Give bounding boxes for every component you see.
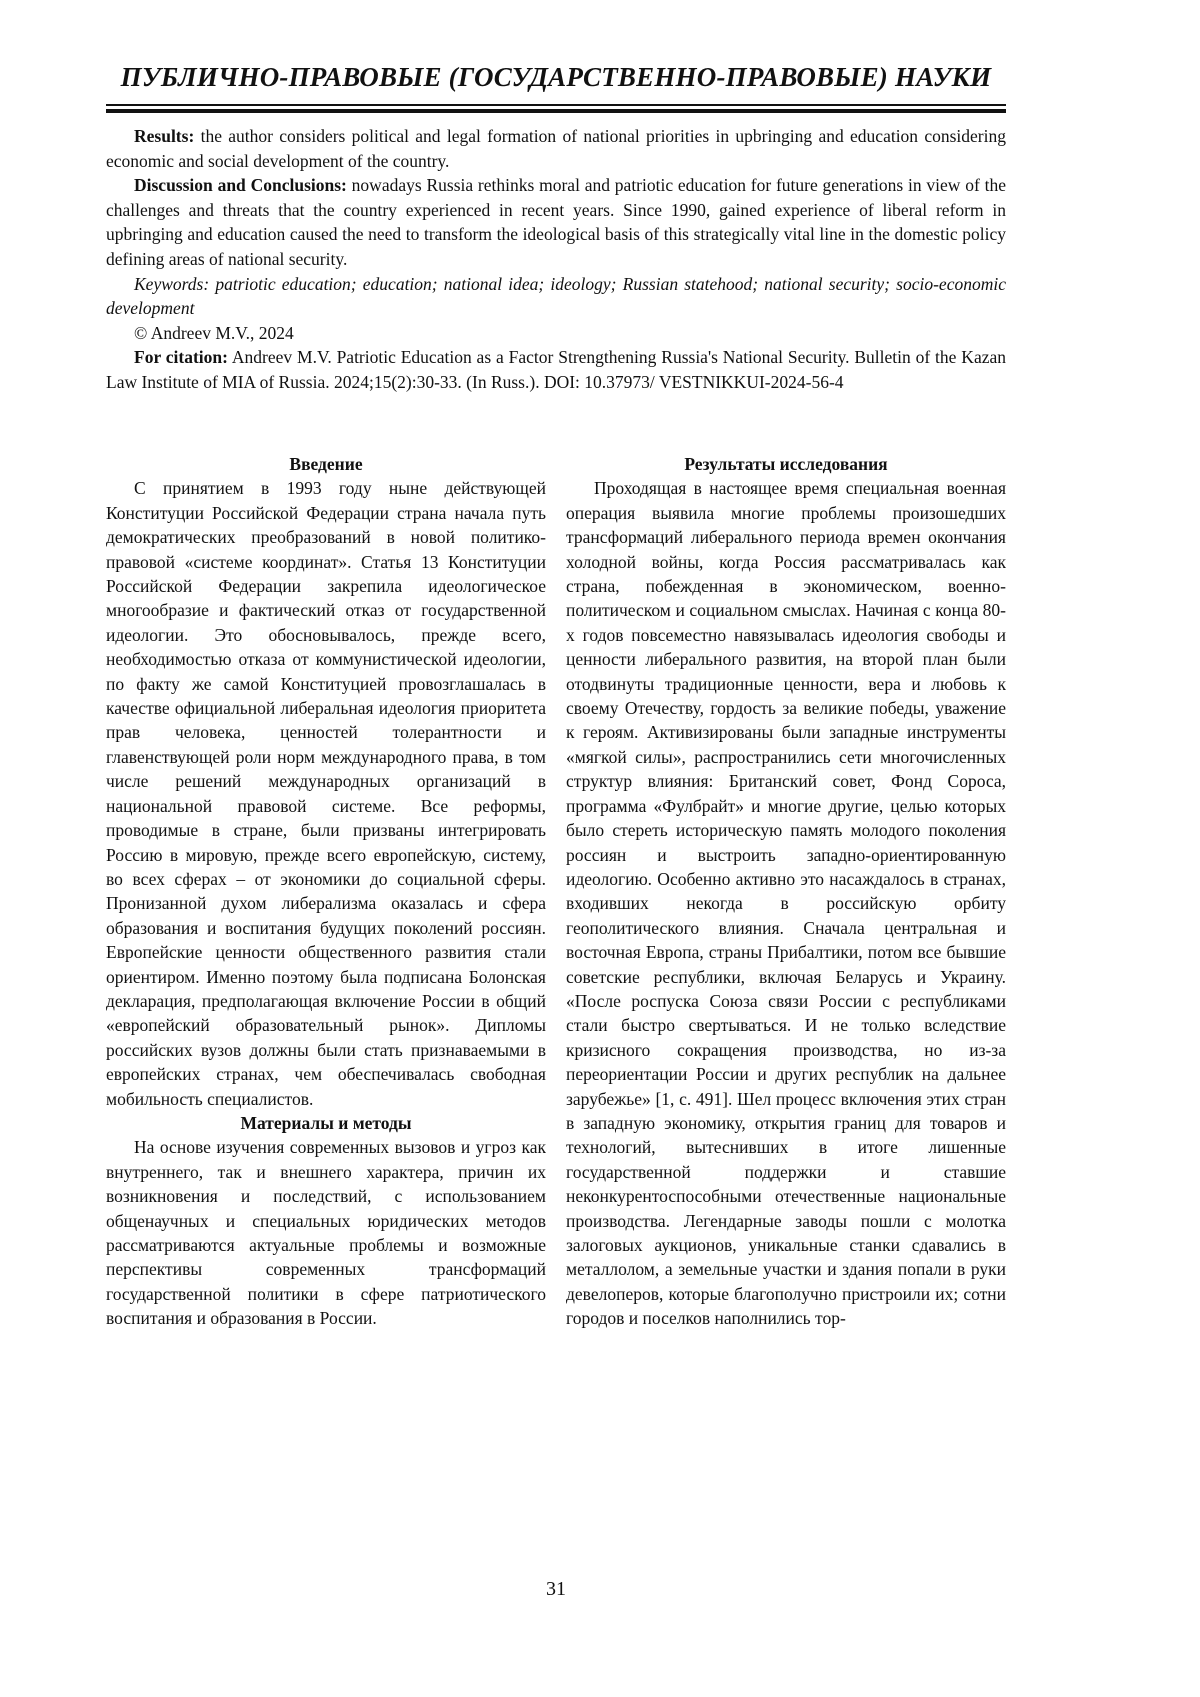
results-text: the author considers political and legal formation of national priorities in upbringing and education considering economic and social development of the country.	[106, 126, 1006, 171]
english-abstract	[106, 124, 1006, 395]
header-rule-thick	[106, 109, 1006, 113]
results-paragraph	[106, 124, 1006, 173]
results-label: Results:	[134, 126, 195, 146]
results-body-text: Проходящая в настоящее время специальная военная операция выявила многие проблемы произошедших трансформаций либерального периода времен окончания холодной войны, когда Россия рассматривалась как страна, побежденная в экономическом, военно-политическом и социальном смыслах. Начиная с конца 80-х годов повсеместно навязывалась идеология свободы и ценности либерального развития, на второй план были отодвинуты традиционные ценности, вера и любовь к своему Отечеству, гордость за великие победы, уважение к героям. Активизированы были западные инструменты «мягкой силы», распространились сети многочисленных структур влияния: Британский совет, Фонд Сороса, программа «Фулбрайт» и многие другие, целью которых было стереть историческую память молодого поколения россиян и выстроить западно-ориентированную идеологию. Особенно активно это насаждалось в странах, входивших некогда в российскую орбиту геополитического влияния. Сначала центральная и восточная Европа, страны Прибалтики, потом все бывшие советские республики, включая Беларусь и Украину. «После роспуска Союза связи России с республиками стали быстро свертываться. И не только вследствие кризисного сокращения производства, но из-за переориентации России и других республик на дальнее зарубежье» [1, с. 491]. Шел процесс включения этих стран в западную экономику, открытия границ для товаров и технологий, вытеснивших в итоге лишенные государственной поддержки и ставшие неконкурентоспособными отечественные национальные производства. Легендарные заводы пошли с молотка залоговых аукционов, уникальные станки сдавались в металлолом, а земельные участки и здания попали в руки девелоперов, которые благополучно пристроили их; сотни городов и поселков наполнились тор-	[566, 478, 1006, 1329]
methods-text: На основе изучения современных вызовов и угроз как внутреннего, так и внешнего характера, причин их возникновения и последствий, с использованием общенаучных и специальных юридических методов рассматриваются актуальные проблемы и возможные перспективы современных трансформаций государственной политики в сфере патриотического воспитания и образования в России.	[106, 1137, 546, 1329]
methods-heading: Материалы и методы	[240, 1112, 412, 1133]
discussion-paragraph	[106, 173, 1006, 271]
running-head-title: ПУБЛИЧНО-ПРАВОВЫЕ (ГОСУДАРСТВЕННО-ПРАВОВЫЕ) НАУКИ	[120, 62, 992, 92]
right-column	[566, 452, 1006, 1331]
discussion-text: nowadays Russia rethinks moral and patriotic education for future generations in view of the challenges and threats that the country experienced in recent years. Since 1990, gained experience of liberal reform in upbringing and education caused the need to transform the ideological basis of this strategically vital line in the domestic policy defining areas of national security.	[106, 175, 1006, 269]
copyright: © Andreev M.V., 2024	[134, 322, 294, 343]
header-rule-thin	[106, 104, 1006, 106]
intro-heading: Введение	[289, 454, 363, 474]
citation-text: Andreev M.V. Patriotic Education as a Factor Strengthening Russia's National Security. Bulletin of the Kazan Law Institute of MIA of Russia. 2024;15(2):30-33. (In Russ.). DOI: 10.37973/ VESTNIKKUI-2024-56-4	[106, 347, 1006, 392]
intro-text: С принятием в 1993 году ныне действующей Конституции Российской Федерации страна начала путь демократических преобразований в новой политико-правовой «системе координат». Статья 13 Конституции Российской Федерации закрепила идеологическое многообразие и фактический отказ от государственной идеологии. Это обосновывалось, прежде всего, необходимостью отказа от коммунистической идеологии, по факту же самой Конституцией провозглашалась в качестве официальной либеральная идеология приоритета прав человека, ценностей толерантности и главенствующей роли норм международного права, в том числе решений международных организаций в национальной правовой системе. Все реформы, проводимые в стране, были призваны интегрировать Россию в мировую, прежде всего европейскую, систему, во всех сферах – от экономики до социальной сферы. Пронизанной духом либерализма оказалась и сфера образования и воспитания будущих поколений россиян. Европейские ценности общественного развития стали ориентиром. Именно поэтому была подписана Болонская декларация, предполагающая включение России в общий «европейский образовательный рынок». Дипломы российских вузов должны были стать признаваемыми в европейских странах, чем обеспечивалась свободная мобильность специалистов.	[106, 478, 546, 1109]
discussion-label: Discussion and Conclusions:	[134, 175, 347, 196]
citation-paragraph	[106, 345, 1006, 394]
left-column	[106, 452, 546, 1331]
citation-label: For citation:	[134, 347, 228, 368]
page-number: 31	[546, 1578, 566, 1600]
results-heading: Результаты исследования	[684, 454, 888, 474]
keywords: Keywords: patriotic education; education; national idea; ideology; Russian statehood; national security; socio-economic development	[106, 273, 1006, 319]
